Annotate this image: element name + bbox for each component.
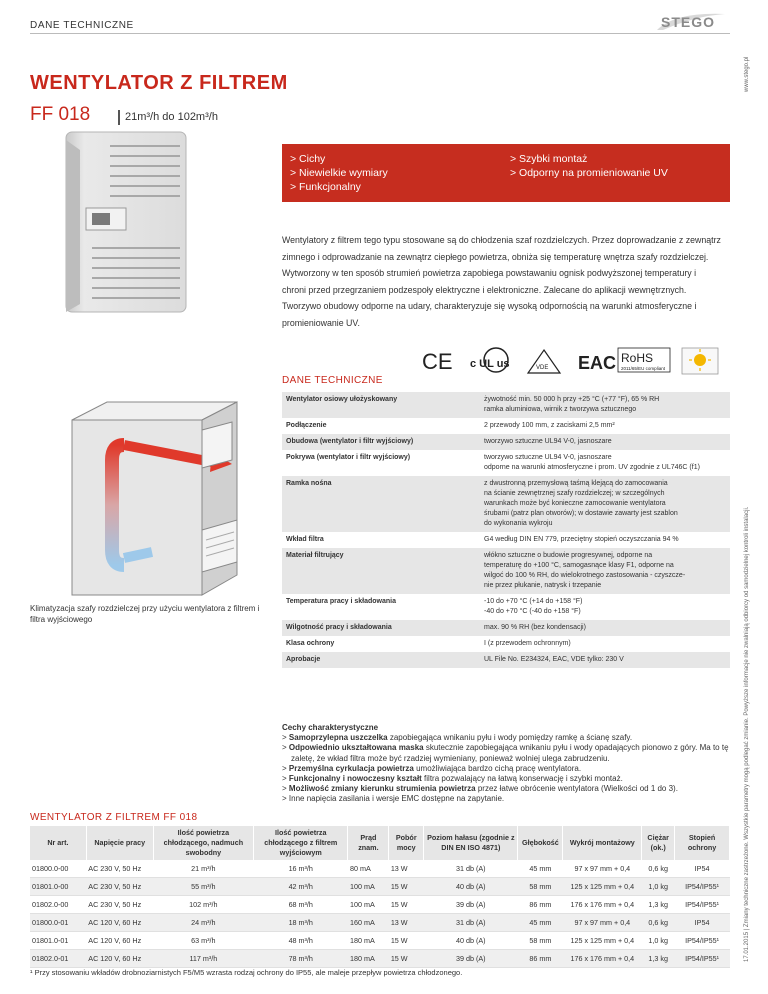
spec-row [282, 620, 730, 636]
col-header: Wykrój montażowy [563, 826, 642, 860]
product-model: FF 018 [30, 104, 91, 125]
table-title: WENTYLATOR Z FILTREM FF 018 [30, 812, 198, 823]
col-header: Nr art. [30, 826, 86, 860]
features-right [510, 152, 668, 180]
spec-row [282, 636, 730, 652]
spec-label: Ramka nośna [282, 476, 480, 532]
spec-value: UL File No. E234324, EAC, VDE tylko: 230 V [480, 652, 730, 668]
table-row: 01800.0-01 AC 120 V, 60 Hz 24 m³/h 18 m³/h 160 mA 13 W 31 db (A) 45 mm 97 x 97 mm + 0,4 0,6 kg IP54 [30, 914, 730, 932]
characteristic-item: > Samoprzylepna uszczelka zapobiegająca wnikaniu pyłu i wody pomiędzy ramkę a ścianę szafy. [282, 733, 633, 743]
spec-label: Podłączenie [282, 418, 480, 434]
illustration-caption: Klimatyzacja szafy rozdzielczej przy użyciu wentylatora z filtrem i filtra wyjściowego [30, 604, 260, 624]
spec-label: Pokrywa (wentylator i filtr wyjściowy) [282, 450, 480, 476]
svg-text:RoHS: RoHS [621, 351, 654, 365]
col-header: Głębokość [518, 826, 563, 860]
ce-mark: CE [422, 349, 453, 374]
footnote: ¹ Przy stosowaniu wkładów drobnoziarnistych F5/M5 wzrasta rodzaj ochrony do IP55, ale maleje przepływ powietrza chłodzonego. [30, 968, 463, 977]
spec-row [282, 594, 730, 620]
tech-section-title: DANE TECHNICZNE [282, 375, 383, 386]
spec-row [282, 450, 730, 476]
spec-value: z dwustronną przemysłową taśmą klejącą do zamocowania na ścianie zewnętrznej szafy rozdzielczej; w szczególnych warunkach może być konieczne zamocowanie wentylatora śrubami (patrz plan otworów); w dostawie zawarty jest szablon do wykonania wykroju [480, 476, 730, 532]
spec-label: Materiał filtrujący [282, 548, 480, 594]
spec-row [282, 418, 730, 434]
characteristic-item: > Możliwość zmiany kierunku strumienia powietrza przez łatwe obrócenie wentylatora (Wielkości od 1 do 3). [282, 784, 678, 794]
feature-item: > Odporny na promieniowanie UV [510, 167, 668, 179]
characteristic-item: > Przemyślna cyrkulacja powietrza umożliwiająca bardzo cichą pracę wentylatora. [282, 763, 582, 773]
characteristic-item: > Inne napięcia zasilania i wersje EMC dostępne na zapytanie. [282, 794, 505, 804]
spec-row [282, 434, 730, 450]
spec-value: tworzywo sztuczne UL94 V-0, jasnoszare odporne na warunki atmosferyczne i prom. UV zgodnie z UL746C (f1) [480, 450, 730, 476]
svg-text:c UL us: c UL us [470, 358, 510, 370]
feature-item: > Szybki montaż [510, 153, 588, 165]
spec-value: włókno sztuczne o budowie progresywnej, odporne na temperaturę do +100 °C, samogasnące klasy F1, odporne na wilgoć do 100 % RH, do wielokrotnego zastosowania - czyszcze- nie przez płukanie, natrysk i trzepanie [480, 548, 730, 594]
logo-text: STEGO [661, 14, 716, 30]
spec-value: max. 90 % RH (bez kondensacji) [480, 620, 730, 636]
table-row: 01800.0-00 AC 230 V, 50 Hz 21 m³/h 16 m³/h 80 mA 13 W 31 db (A) 45 mm 97 x 97 mm + 0,4 0,6 kg IP54 [30, 860, 730, 878]
spec-row [282, 532, 730, 548]
spec-label: Temperatura pracy i składowania [282, 594, 480, 620]
product-title: WENTYLATOR Z FILTREM [30, 72, 288, 94]
spec-row [282, 476, 730, 532]
characteristics-block [282, 723, 730, 805]
features-left [290, 152, 388, 194]
spec-label: Obudowa (wentylator i filtr wyjściowy) [282, 434, 480, 450]
characteristic-item-continued: zaletę, że wkład filtra może być rzadziej wymieniany, ponieważ wolniej ulega zabrudzeniu. [291, 753, 610, 763]
spec-row [282, 652, 730, 668]
rohs-mark [618, 348, 670, 372]
spec-label: Klasa ochrony [282, 636, 480, 652]
spec-label: Wkład filtra [282, 532, 480, 548]
certification-logos [420, 345, 730, 377]
website-url: www.stego.pl [744, 56, 750, 92]
spec-label: Aprobacje [282, 652, 480, 668]
col-header: Ilość powietrza chłodzącego z filtrem wyjściowym [254, 826, 348, 860]
col-header: Ilość powietrza chłodzącego, nadmuch swobodny [153, 826, 253, 860]
feature-item: > Funkcjonalny [290, 181, 361, 193]
spec-row [282, 392, 730, 418]
product-table [30, 826, 730, 968]
col-header: Prąd znam. [348, 826, 389, 860]
uv-resistant-icon [682, 348, 718, 374]
col-header: Ciężar (ok.) [642, 826, 675, 860]
col-header: Pobór mocy [389, 826, 424, 860]
feature-item: > Niewielkie wymiary [290, 167, 388, 179]
product-photo [62, 128, 190, 316]
spec-value: -10 do +70 °C (+14 do +158 °F) -40 do +70 °C (-40 do +158 °F) [480, 594, 730, 620]
spec-value: tworzywo sztuczne UL94 V-0, jasnoszare [480, 434, 730, 450]
col-header: Napięcie pracy [86, 826, 153, 860]
spec-value: żywotność min. 50 000 h przy +25 °C (+77 °F), 65 % RH ramka aluminiowa, wirnik z tworzywa sztucznego [480, 392, 730, 418]
feature-item: > Cichy [290, 153, 326, 165]
table-row: 01801.0-00 AC 230 V, 50 Hz 55 m³/h 42 m³/h 100 mA 15 W 40 db (A) 58 mm 125 x 125 mm + 0,4 1,0 kg IP54/IP55¹ [30, 878, 730, 896]
spec-value: G4 według DIN EN 779, przeciętny stopień oczyszczania 94 % [480, 532, 730, 548]
stego-logo [655, 10, 730, 32]
product-description: Wentylatory z filtrem tego typu stosowane są do chłodzenia szaf rozdzielczych. Przez doprowadzanie z zewnątrz zimnego i odprowadzanie na zewnątrz ciepłego powietrza, obniża się temperaturę wnętrza szafy rozdzielczej. Wytworzony w ten sposób strumień powietrza zapobiega powstawaniu ognisk podwyższonej temperatury i chroni przed przegrzaniem podzespoły elektryczne i elektroniczne. Zalecane do aplikacji wewnętrznych. Tworzywo obudowy odporne na udary, charakteryzuje się wysoką odpornością na warunki atmosferyczne i promieniowanie UV. [282, 235, 721, 328]
eac-mark: EAC [578, 353, 617, 373]
spec-label: Wilgotność pracy i składowania [282, 620, 480, 636]
spec-row [282, 548, 730, 594]
ul-mark [470, 348, 510, 372]
table-row: 01802.0-00 AC 230 V, 50 Hz 102 m³/h 68 m³/h 100 mA 15 W 39 db (A) 86 mm 176 x 176 mm + 0,4 1,3 kg IP54/IP55¹ [30, 896, 730, 914]
header-divider [30, 33, 730, 34]
col-header: Stopień ochrony [675, 826, 730, 860]
vde-mark [528, 350, 560, 373]
specs-table [282, 392, 730, 668]
table-row: 01802.0-01 AC 120 V, 60 Hz 117 m³/h 78 m³/h 180 mA 15 W 39 db (A) 86 mm 176 x 176 mm + 0,4 1,3 kg IP54/IP55¹ [30, 950, 730, 968]
characteristic-item: > Funkcjonalny i nowoczesny kształt filtra pozwalający na łatwą konserwację i szybki montaż. [282, 774, 623, 784]
table-row: 01801.0-01 AC 120 V, 60 Hz 63 m³/h 48 m³/h 180 mA 15 W 40 db (A) 58 mm 125 x 125 mm + 0,4 1,0 kg IP54/IP55¹ [30, 932, 730, 950]
airflow-illustration [62, 400, 272, 600]
side-legal-note: 17.01.2015 | Zmiany techniczne zastrzeżone. Wszystkie parametry mogą podlegać zmianie. Powyższe informacje nie zwalniają odbiorcy od samodzielnej kontroli instalacji. [744, 506, 750, 962]
characteristic-item: > Odpowiednio ukształtowana maska skutecznie zapobiegająca wnikaniu pyłu i wody opadających pionowo z góry. Ma to tę [282, 743, 729, 753]
characteristics-title: Cechy charakterystyczne [282, 723, 379, 732]
col-header: Poziom hałasu (zgodnie z DIN EN ISO 4871) [424, 826, 518, 860]
svg-text:VDE: VDE [536, 365, 549, 371]
spec-value: I (z przewodem ochronnym) [480, 636, 730, 652]
product-airflow: 21m³/h do 102m³/h [118, 110, 218, 125]
header-section-label: DANE TECHNICZNE [30, 20, 134, 31]
spec-value: 2 przewody 100 mm, z zaciskami 2,5 mm² [480, 418, 730, 434]
svg-text:2011/65/EU compliant: 2011/65/EU compliant [621, 366, 665, 371]
table-header-row [30, 826, 730, 860]
spec-label: Wentylator osiowy ułożyskowany [282, 392, 480, 418]
